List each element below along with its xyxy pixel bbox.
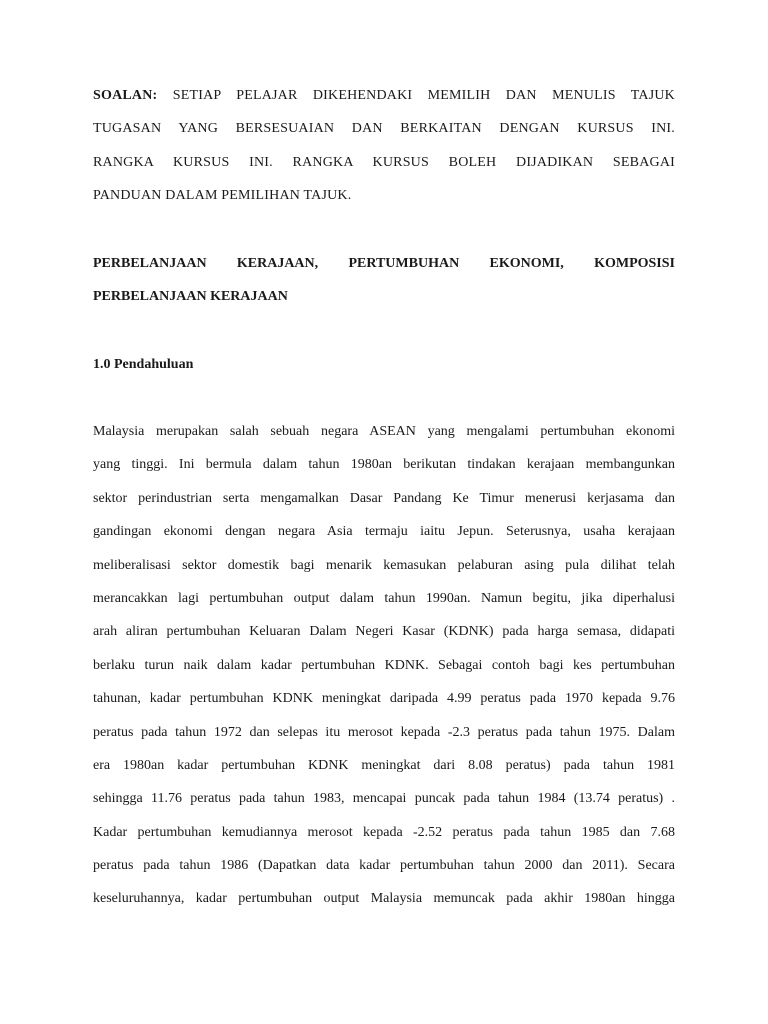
paragraph-line: peratus pada tahun 1986 (Dapatkan data kadar pertumbuhan tahun 2000 dan 2011). Secara xyxy=(93,858,675,874)
paragraph-line: merancakkan lagi pertumbuhan output dalam tahun 1990an. Namun begitu, jika diperhalusi xyxy=(93,590,675,606)
paragraph-line: Kadar pertumbuhan kemudiannya merosot kepada -2.52 peratus pada tahun 1985 dan 7.68 xyxy=(93,824,675,840)
paragraph-line: sehingga 11.76 peratus pada tahun 1983, mencapai puncak pada tahun 1984 (13.74 peratus) . xyxy=(93,791,675,807)
title-line-2: PERBELANJAAN KERAJAAN xyxy=(93,289,288,305)
paragraph-line: era 1980an kadar pertumbuhan KDNK meningkat dari 8.08 peratus) pada tahun 1981 xyxy=(93,757,675,773)
question-line-1-text: SETIAP PELAJAR DIKEHENDAKI MEMILIH DAN MENULIS TAJUK xyxy=(172,88,675,103)
paragraph-line: keseluruhannya, kadar pertumbuhan output Malaysia memuncak pada akhir 1980an hingga xyxy=(93,891,675,907)
paragraph-line: gandingan ekonomi dengan negara Asia termaju iaitu Jepun. Seterusnya, usaha kerajaan xyxy=(93,524,675,540)
question-label: SOALAN: xyxy=(93,88,158,103)
question-line-1 xyxy=(93,86,675,119)
question-line-3: RANGKA KURSUS INI. RANGKA KURSUS BOLEH DIJADIKAN SEBAGAI xyxy=(93,154,675,170)
paragraph-line: Malaysia merupakan salah sebuah negara ASEAN yang mengalami pertumbuhan ekonomi xyxy=(93,424,675,439)
title-line-1: PERBELANJAAN KERAJAAN, PERTUMBUHAN EKONOMI, KOMPOSISI xyxy=(93,256,675,271)
question-line-4: PANDUAN DALAM PEMILIHAN TAJUK. xyxy=(93,188,352,204)
paragraph-line: peratus pada tahun 1972 dan selepas itu merosot kepada -2.3 peratus pada tahun 1975. Dalam xyxy=(93,724,675,740)
paragraph-line: yang tinggi. Ini bermula dalam tahun 1980an berikutan tindakan kerajaan membangunkan xyxy=(93,457,675,473)
body-paragraph xyxy=(93,422,675,923)
paragraph-line: berlaku turun naik dalam kadar pertumbuhan KDNK. Sebagai contoh bagi kes pertumbuhan xyxy=(93,657,675,673)
paragraph-line: tahunan, kadar pertumbuhan KDNK meningkat daripada 4.99 peratus pada 1970 kepada 9.76 xyxy=(93,691,675,707)
question-block xyxy=(93,86,675,220)
section-heading: 1.0 Pendahuluan xyxy=(93,357,194,372)
paragraph-line: sektor perindustrian serta mengamalkan Dasar Pandang Ke Timur menerusi kerjasama dan xyxy=(93,490,675,506)
document-title xyxy=(93,254,675,321)
paragraph-line: meliberalisasi sektor domestik bagi menarik kemasukan pelaburan asing pula dilihat telah xyxy=(93,557,675,573)
question-line-2: TUGASAN YANG BERSESUAIAN DAN BERKAITAN DENGAN KURSUS INI. xyxy=(93,121,675,137)
paragraph-line: arah aliran pertumbuhan Keluaran Dalam Negeri Kasar (KDNK) pada harga semasa, didapati xyxy=(93,624,675,640)
